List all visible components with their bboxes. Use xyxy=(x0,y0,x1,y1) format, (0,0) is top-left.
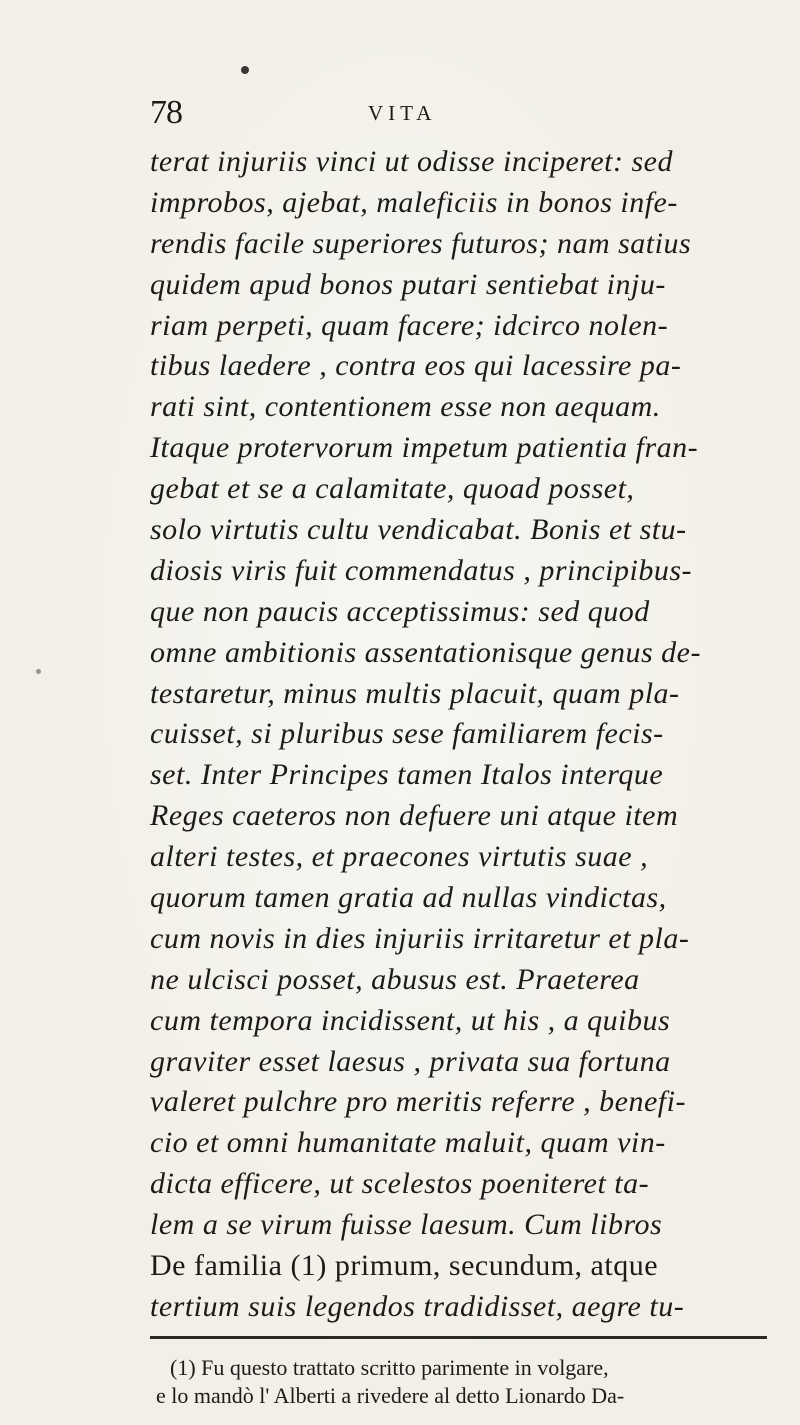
text-line: testaretur, minus multis placuit, quam pla- xyxy=(150,676,680,710)
text-line: alteri testes, et praecones virtutis suae , xyxy=(150,840,649,874)
text-line: dicta efficere, ut scelestos poeniteret ta- xyxy=(150,1167,650,1201)
text-line: Itaque protervorum impetum patientia fran- xyxy=(150,431,699,465)
footnote-line: e lo mandò l' Alberti a rivedere al detto Lionardo Da- xyxy=(156,1383,625,1408)
text-line: solo virtutis cultu vendicabat. Bonis et stu- xyxy=(150,513,687,547)
text-line: quorum tamen gratia ad nullas vindictas, xyxy=(150,881,667,915)
text-line: ne ulcisci posset, abusus est. Praeterea xyxy=(150,962,640,996)
text-line: De familia (1) primum, secundum, atque xyxy=(150,1249,659,1283)
page-header xyxy=(150,94,650,138)
text-line: tibus laedere , contra eos qui lacessire pa- xyxy=(150,349,682,383)
text-line: improbos, ajebat, maleficiis in bonos infe- xyxy=(150,185,678,219)
running-head: VITA xyxy=(368,101,437,125)
text-line: set. Inter Principes tamen Italos interque xyxy=(150,758,664,792)
text-line: rati sint, contentionem esse non aequam. xyxy=(150,390,661,424)
text-line: rendis facile superiores futuros; nam satius xyxy=(150,226,692,260)
text-line: cuisset, si pluribus sese familiarem fecis- xyxy=(150,717,664,751)
footnote-rule xyxy=(150,1336,767,1339)
text-line: terat injuriis vinci ut odisse inciperet: sed xyxy=(150,145,673,178)
page-number: 78 xyxy=(150,94,182,131)
text-line: cum novis in dies injuriis irritaretur et pla- xyxy=(150,921,690,955)
text-line: omne ambitionis assentationisque genus de- xyxy=(150,635,701,669)
text-line: cum tempora incidissent, ut his , a quibus xyxy=(150,1003,671,1037)
text-line: diosis viris fuit commendatus , principibus- xyxy=(150,553,692,587)
text-line: Reges caeteros non defuere uni atque item xyxy=(150,799,679,833)
text-line: cio et omni humanitate maluit, quam vin- xyxy=(150,1126,666,1160)
text-line: graviter esset laesus , privata sua fortuna xyxy=(150,1044,671,1078)
text-line: riam perpeti, quam facere; idcirco nolen- xyxy=(150,308,669,342)
ink-speck xyxy=(241,66,249,74)
text-line: quidem apud bonos putari sentiebat inju- xyxy=(150,267,666,301)
text-line: valeret pulchre pro meritis referre , benefi- xyxy=(150,1085,686,1119)
text-line: gebat et se a calamitate, quoad posset, xyxy=(150,472,635,506)
ink-speck xyxy=(36,669,41,674)
text-line: lem a se virum fuisse laesum. Cum libros xyxy=(150,1208,663,1242)
footnote-line: (1) Fu questo trattato scritto parimente in volgare, xyxy=(170,1355,609,1380)
text-line: que non paucis acceptissimus: sed quod xyxy=(150,594,650,628)
body-text xyxy=(150,142,770,1328)
text-line: tertium suis legendos tradidisset, aegre tu- xyxy=(150,1289,685,1323)
footnotes xyxy=(156,1354,770,1410)
